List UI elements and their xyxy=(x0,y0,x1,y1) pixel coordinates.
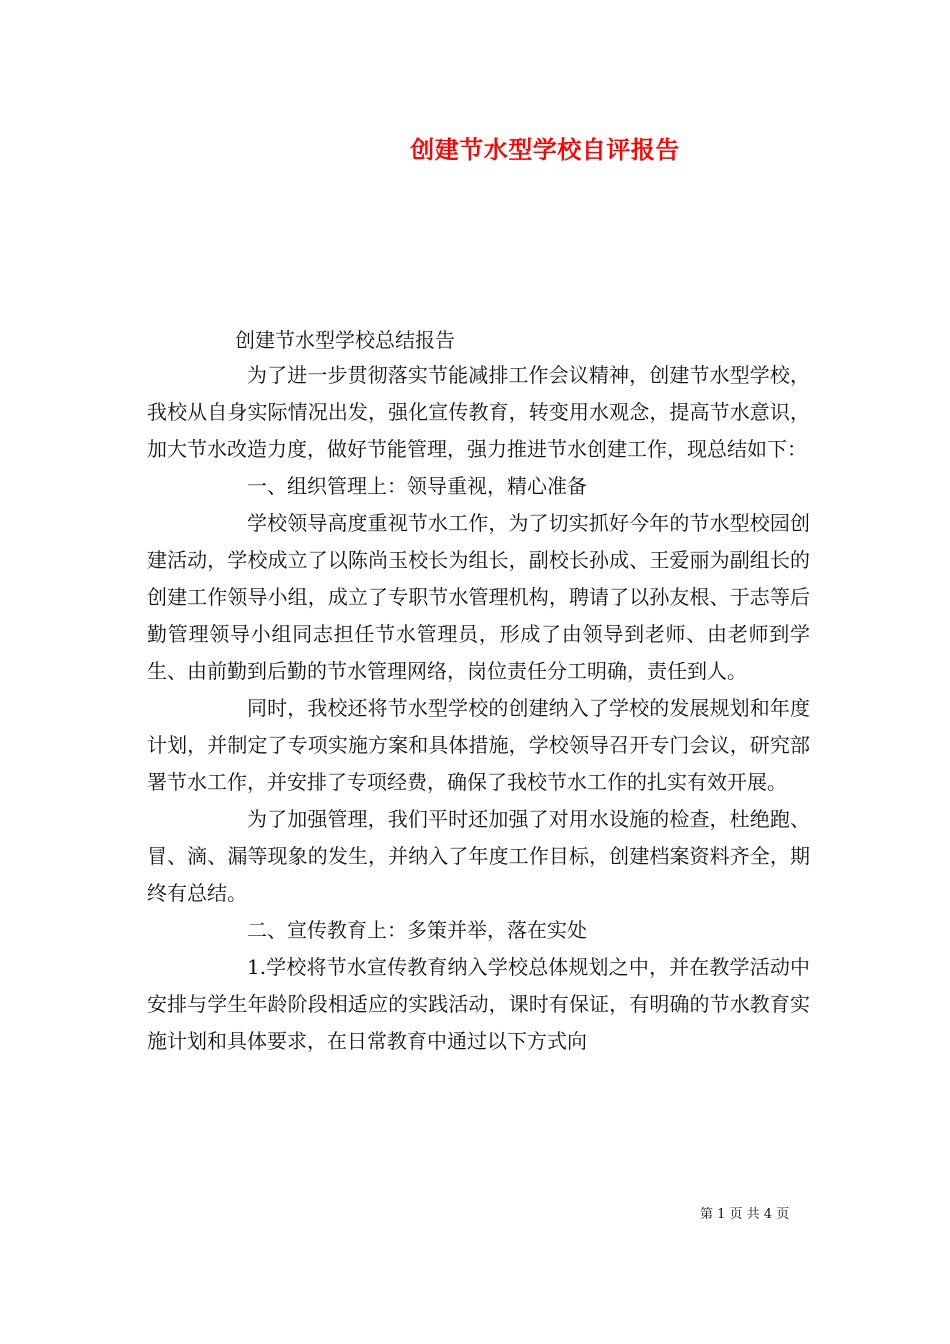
paragraph-planning: 同时，我校还将节水型学校的创建纳入了学校的发展规划和年度计划，并制定了专项实施方案和具体措施，学校领导召开专门会议，研究部署节水工作，并安排了专项经费，确保了我校节水工作的扎实有效开展。 xyxy=(147,696,810,794)
document-title: 创建节水型学校自评报告 xyxy=(410,135,680,164)
paragraph-management: 为了加强管理，我们平时还加强了对用水设施的检查，杜绝跑、冒、滴、漏等现象的发生，并纳入了年度工作目标，创建档案资料齐全，期终有总结。 xyxy=(147,807,810,905)
section-heading-organization: 一、组织管理上：领导重视，精心准备 xyxy=(247,474,587,498)
document-body xyxy=(147,323,810,1060)
paragraph-leadership: 学校领导高度重视节水工作，为了切实抓好今年的节水型校园创建活动，学校成立了以陈尚玉校长为组长，副校长孙成、王爱丽为副组长的创建工作领导小组，成立了专职节水管理机构，聘请了以孙友根、于志等后勤管理领导小组同志担任节水管理员，形成了由领导到老师、由老师到学生、由前勤到后勤的节水管理网络，岗位责任分工明确，责任到人。 xyxy=(147,511,810,683)
section-heading-publicity: 二、宣传教育上：多策并举，落在实处 xyxy=(247,918,587,942)
page-number: 第 1 页 共 4 页 xyxy=(700,1207,790,1222)
document-subtitle: 创建节水型学校总结报告 xyxy=(235,328,455,352)
paragraph-education: 1.学校将节水宣传教育纳入学校总体规划之中，并在教学活动中安排与学生年龄阶段相适应的实践活动，课时有保证，有明确的节水教育实施计划和具体要求，在日常教育中通过以下方式向 xyxy=(147,955,810,1053)
paragraph-intro: 为了进一步贯彻落实节能减排工作会议精神，创建节水型学校，我校从自身实际情况出发，强化宣传教育，转变用水观念，提高节水意识，加大节水改造力度，做好节能管理，强力推进节水创建工作，现总结如下： xyxy=(147,363,810,461)
